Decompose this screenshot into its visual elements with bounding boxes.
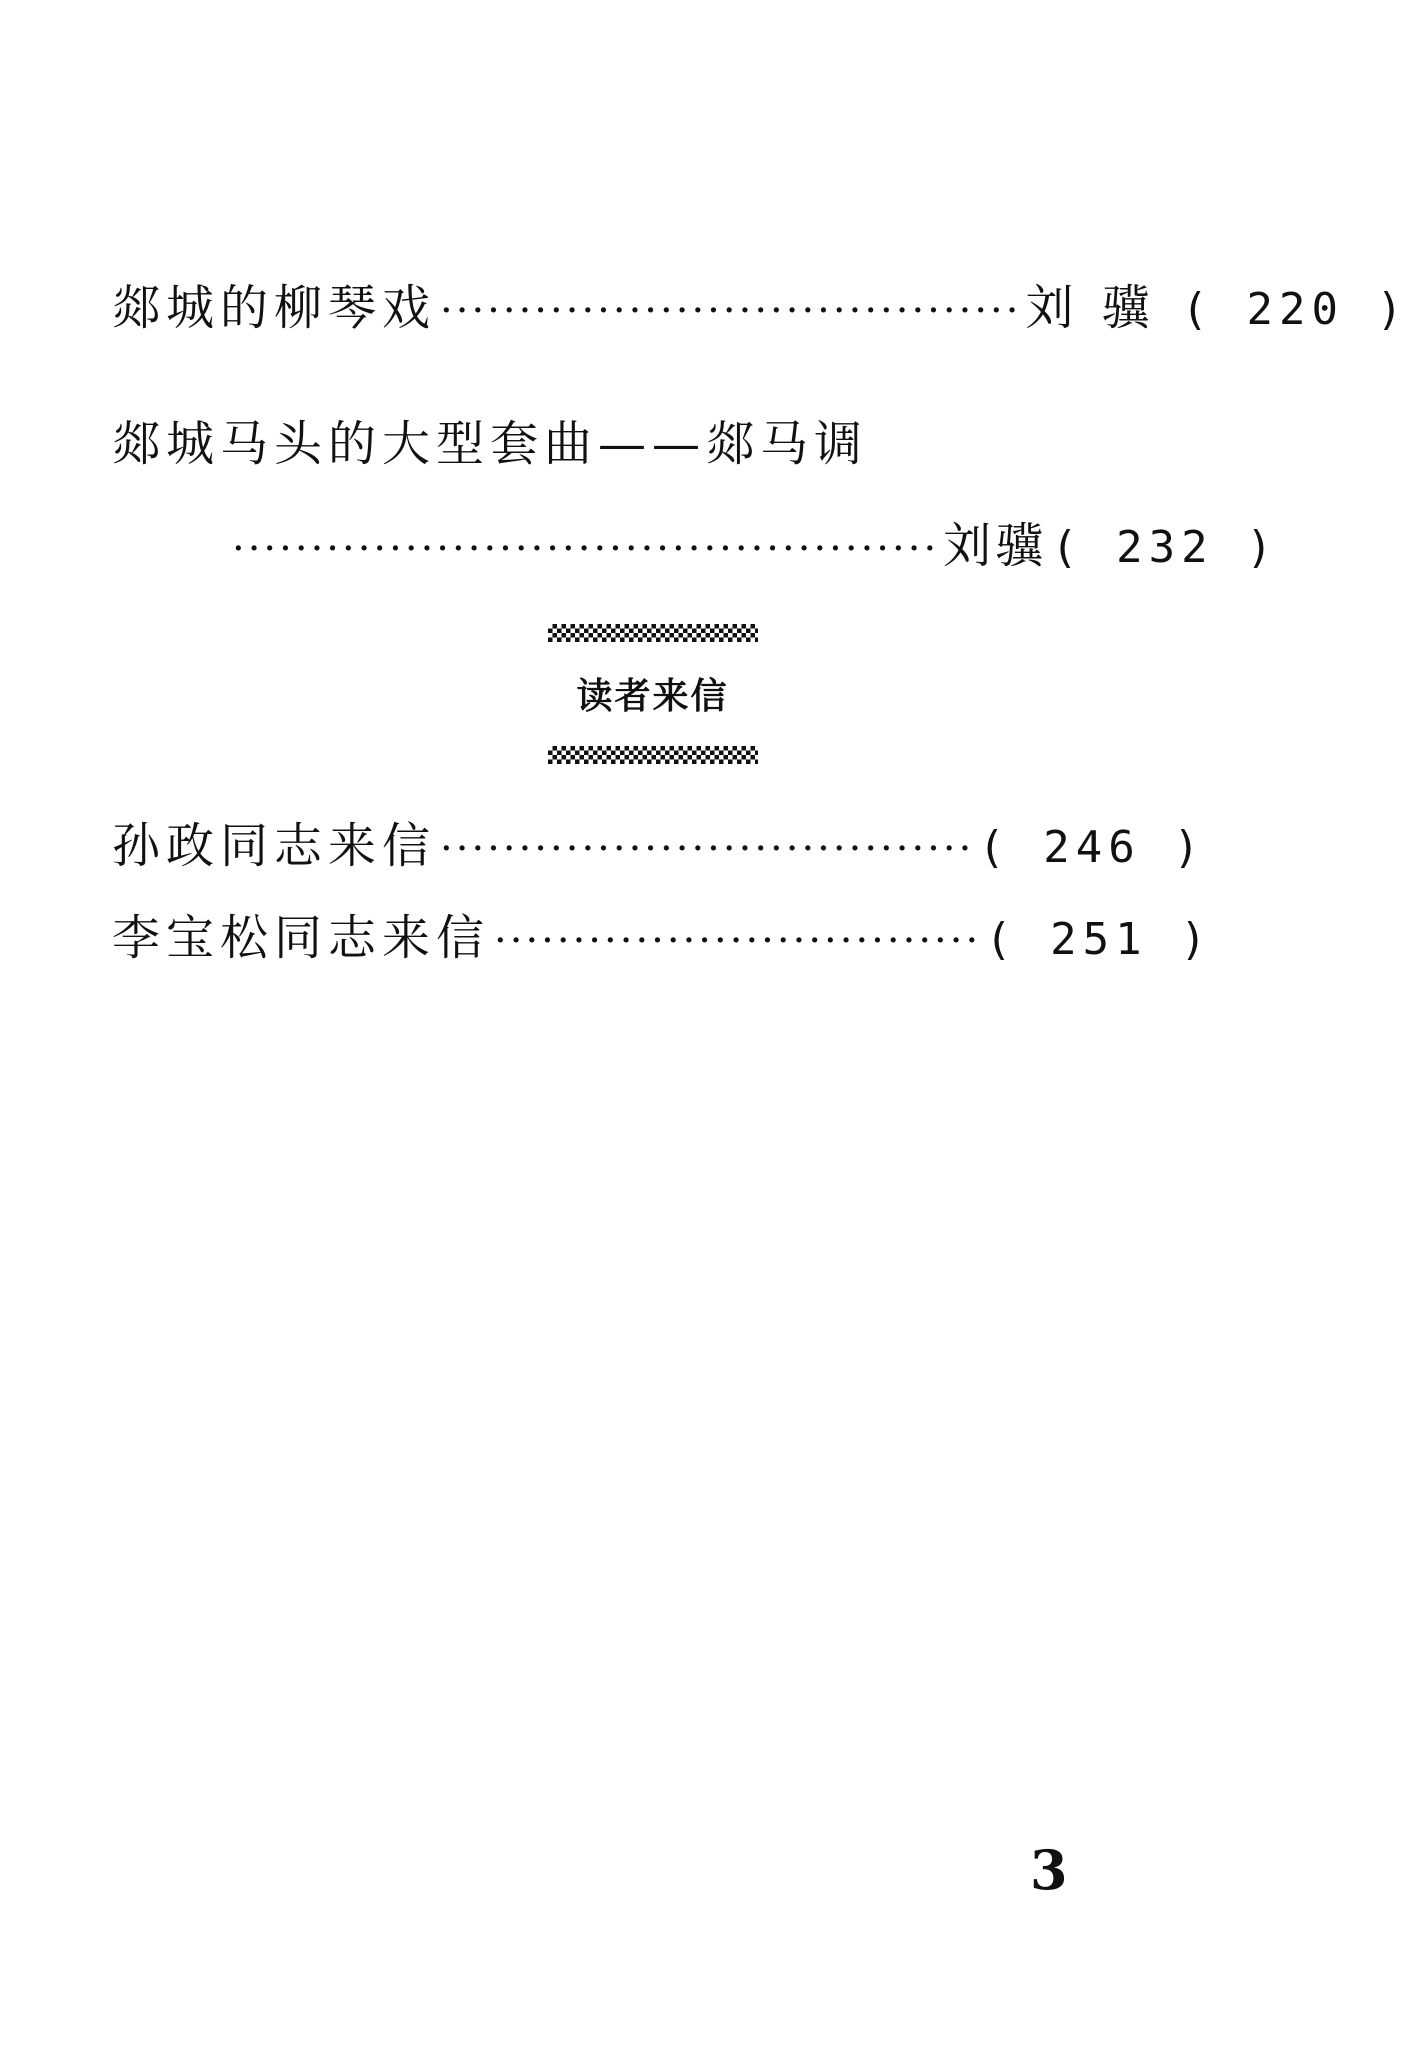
page-number: 3 — [1030, 1838, 1068, 1902]
entry-page: ( 232 ) — [1051, 522, 1279, 573]
section-heading-block — [0, 668, 1305, 719]
section-divider-bottom — [0, 746, 1305, 768]
entry-page: ( 246 ) — [978, 822, 1206, 873]
decorative-border — [548, 624, 758, 642]
section-title: 读者来信 — [576, 676, 729, 717]
toc-row — [112, 276, 1409, 343]
toc-entry — [112, 814, 1206, 881]
entry-title: 李宝松同志来信 — [112, 910, 491, 966]
entry-author: 刘骥 — [943, 518, 1048, 574]
entry-title: 孙政同志来信 — [112, 818, 437, 874]
leader-dots: ····································· — [440, 288, 1022, 334]
section-divider-top — [0, 624, 1305, 646]
decorative-border — [548, 746, 758, 764]
entry-title: 郯城马头的大型套曲——郯马调 — [112, 416, 869, 472]
entry-title: 郯城的柳琴戏 — [112, 280, 437, 336]
toc-row — [112, 906, 1213, 973]
toc-entry — [112, 412, 1192, 476]
toc-row — [112, 514, 1279, 581]
entry-author: 刘骥 — [1025, 280, 1178, 336]
toc-row — [112, 412, 1192, 476]
toc-entry — [112, 906, 1213, 973]
leader-dots: ·································· — [440, 826, 975, 872]
toc-entry — [112, 276, 1409, 343]
toc-entry-continuation — [112, 514, 1279, 581]
entry-page: ( 251 ) — [985, 914, 1213, 965]
leader-dots: ············································· — [232, 526, 940, 572]
entry-page: ( 220 ) — [1181, 284, 1409, 335]
toc-row — [112, 814, 1206, 881]
leader-dots: ······························· — [494, 918, 982, 964]
